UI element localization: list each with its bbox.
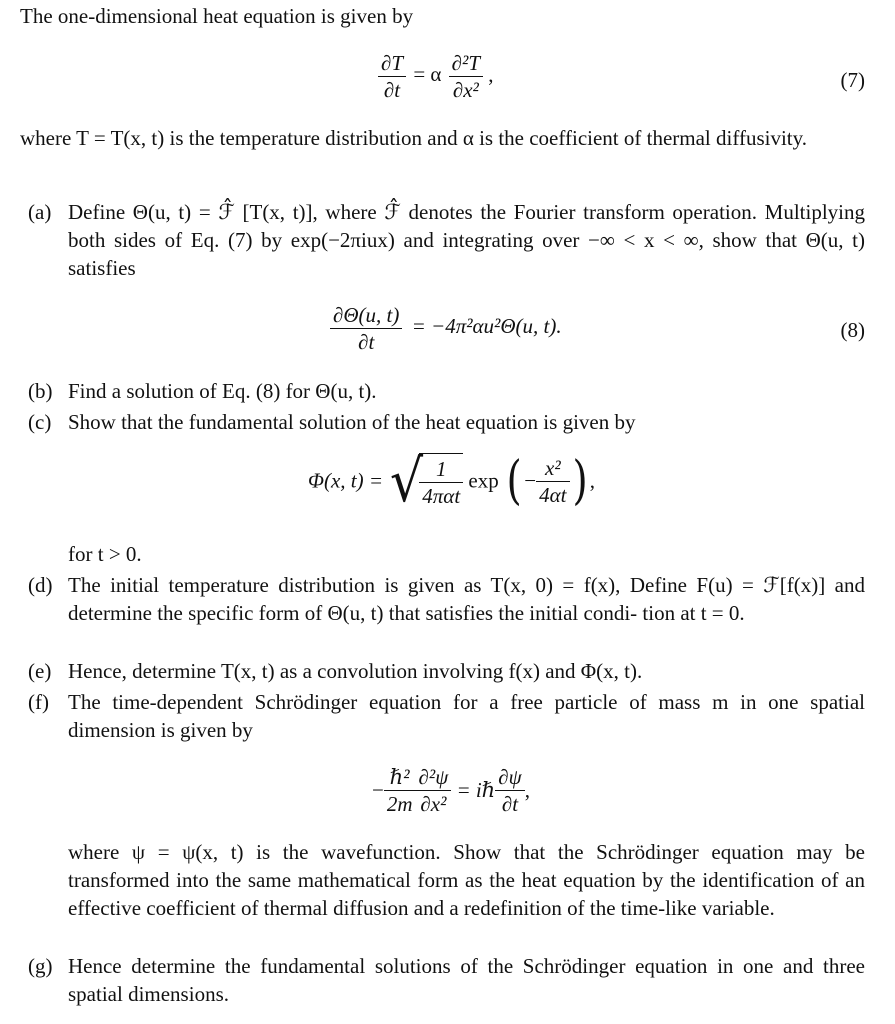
- right-paren: ): [572, 451, 588, 511]
- item-d-label: (d): [28, 573, 53, 597]
- equation-schrodinger: − $\frac{\text{ℏ²}}{2m}$ $\frac{\text{∂²ψ}}{\text{∂x²}}$ = iℏ $\frac{\partial\psi}{\partial t}$ ,: [372, 765, 530, 816]
- eq8-lhs-fraction: $\frac{\partial\Theta(u, t)}{\partial t}$: [330, 302, 402, 355]
- equation-8: $\frac{\partial\Theta(u, t)}{\partial t}$ = −4π²αu²Θ(u, t).: [330, 302, 562, 355]
- eq7-rhs-fraction: $\frac{\text{∂²T}}{\text{∂x²}}$: [449, 50, 483, 103]
- eq7-lhs-fraction: $\frac{\partial T}{\partial t}$: [378, 50, 406, 103]
- item-b-label: (b): [28, 379, 53, 403]
- item-g-label: (g): [28, 954, 53, 978]
- equation-8-number: (8): [840, 318, 865, 342]
- intro-line: The one-dimensional heat equation is given by: [20, 4, 414, 28]
- equation-fundamental-solution: Φ(x, t) = √ $\frac{1}{\text{4παt}}$ exp ( − $\frac{\text{x²}}{4\alpha t}$ ) ,: [308, 447, 596, 515]
- item-d-text: The initial temperature distribution is given as T(x, 0) = f(x), Define F(u) = ℱ[f(x)] and determine the specific form of Θ(u, t) that satisfies the initial condi- tion at t = 0.: [68, 573, 865, 625]
- sqrt: √ $\frac{1}{\text{4παt}}$: [388, 452, 463, 510]
- item-f-after-text: where ψ = ψ(x, t) is the wavefunction. Show that the Schrödinger equation may be transformed into the same mathematical form as the heat equation by the identification of an effective coefficient of thermal diffusion and a redefinition of the time-like variable.: [68, 840, 865, 920]
- item-f-label: (f): [28, 690, 49, 714]
- item-b-text: Find a solution of Eq. (8) for Θ(u, t).: [68, 379, 377, 403]
- item-c-text: Show that the fundamental solution of the heat equation is given by: [68, 410, 636, 434]
- item-f-text: The time-dependent Schrödinger equation for a free particle of mass m in one spatial dimension is given by: [68, 690, 865, 742]
- equation-7-number: (7): [840, 68, 865, 92]
- item-c-label: (c): [28, 410, 52, 434]
- item-g-text: Hence determine the fundamental solutions of the Schrödinger equation in one and three spatial dimensions.: [68, 954, 865, 1006]
- left-paren: (: [506, 451, 522, 511]
- item-a-text: Define Θ(u, t) = ℱ̂ [T(x, t)], where ℱ̂ denotes the Fourier transform operation. Multiplying both sides of Eq. (7) by exp(−2πiux) and integrating over −∞ < x < ∞, show that Θ(u, t) satisfies: [68, 200, 865, 280]
- intro-where: where T = T(x, t) is the temperature distribution and α is the coefficient of thermal diffusivity.: [20, 126, 808, 150]
- item-a-label: (a): [28, 200, 52, 224]
- item-e-text: Hence, determine T(x, t) as a convolution involving f(x) and Φ(x, t).: [68, 659, 643, 683]
- radical-sign: √: [390, 447, 424, 515]
- item-c-for-text: for t > 0.: [68, 542, 142, 566]
- item-e-label: (e): [28, 659, 52, 683]
- equation-7: $\frac{\partial T}{\partial t}$ = α $\frac{\text{∂²T}}{\text{∂x²}}$ ,: [378, 50, 494, 103]
